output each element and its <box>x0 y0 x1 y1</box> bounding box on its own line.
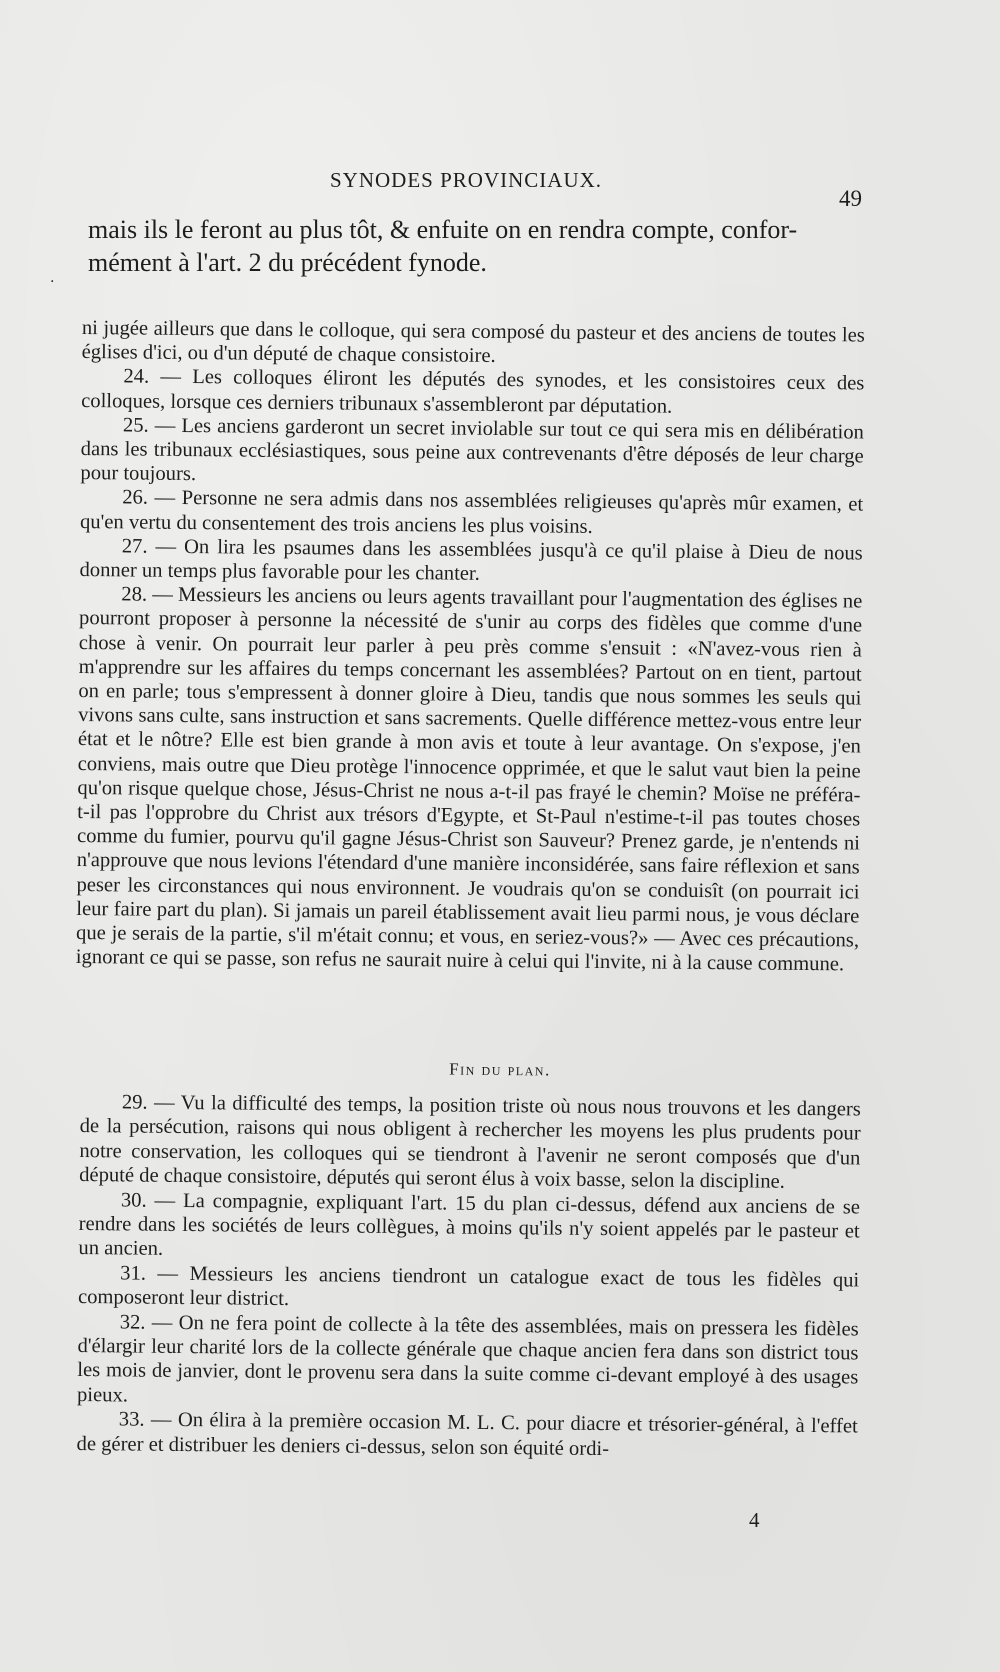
signature-mark: 4 <box>749 1508 760 1532</box>
article-32: 32. — On ne fera point de collecte à la tête des assemblées, mais on pressera les fidèles d'élargir leur charité lors de la collecte générale que chaque ancien fera dans son district tous les mois de janvier, dont le provenu sera dans la suite comme ci-devant employé à des usages pieux. <box>76 1311 859 1407</box>
article-31: 31. — Messieurs les anciens tiendront un catalogue exact de tous les fidèles qui composeront leur district. <box>77 1262 860 1311</box>
article-29: 29. — Vu la difficulté des temps, la position triste où nous nous trouvons et les dangers de la persécution, raisons qui nous obligent à rechercher les moyens les plus prudents pour notre conservation, les colloques qui se tiendront à l'avenir ne seront composés que d'un député de chaque consistoire, députés qui seront élus à voix basse, selon la discipline. <box>79 1091 861 1193</box>
article-28: 28. — Messieurs les anciens ou leurs agents travaillant pour l'augmentation des églises ne pourront proposer à personne la nécessité de s'unir au corps des fidèles que comme d'une chose à venir. On pourrait leur parler à peu près comme s'ensuit : «N'avez-vous rien à m'apprendre sur les affaires du temps concernant les assemblées? Partout on en tient, partout on en parle; tous s'empressent à donner gloire à Dieu, tandis que nous sommes les seuls qui vivons sans culte, sans instruction et sans sacrements. Quelle différence mettez-vous entre leur état et le nôtre? Elle est bien grande à mon avis et toute à leur avantage. On s'expose, j'en conviens, mais outre que Dieu protège l'innocence opprimée, et que le salut vaut bien la peine qu'on risque quelque chose, Jésus-Christ ne nous a-t-il pas frayé le chemin? Moïse ne préféra-t-il pas l'opprobre du Christ aux trésors d'Egypte, et St-Paul n'estime-t-il pas toutes choses comme du fumier, pourvu qu'il gagne Jésus-Christ son Sauveur? Prenez garde, je n'entends ni n'approuve que nous levions l'étendard d'une manière inconsidérée, sans faire réflexion et sans peser les circonstances qui nous environnent. Je voudrais qu'on se conduisît (on pourrait ici leur faire part du plan). Si jamais un pareil établissement avait lieu parmi nous, je vous déclare que je serais de la partie, s'il m'était connu; et vous, en seriez-vous?» — Avec ces précautions, ignorant ce qui se passe, son refus ne saurait nuire à celui qui l'invite, ni à la cause commune. <box>75 583 863 976</box>
paragraph: ni jugée ailleurs que dans le colloque, qui sera composé du pasteur et des anciens de toutes les églises d'ici, ou d'un député de chaque consistoire. <box>81 316 865 368</box>
section-heading: Fin du plan. <box>449 1059 551 1080</box>
fragment-line-2: mément à l'art. 2 du précédent fynode. <box>88 248 487 277</box>
pasted-fragment <box>88 213 868 279</box>
article-33: 33. — On élira à la première occasion M. L. C. pour diacre et trésorier-général, à l'effet de gérer et distribuer les deniers ci-dessus, selon son équité ordi- <box>76 1408 858 1460</box>
fragment-line-1: mais ils le feront au plus tôt, & enfuite on en rendra compte, confor- <box>88 215 798 244</box>
main-text-block <box>76 316 865 977</box>
article-30: 30. — La compagnie, expliquant l'art. 15 du plan ci-dessus, défend aux anciens de se rendre dans les sociétés de leurs collègues, à moins qu'ils n'y soient appelés par le pasteur et un ancien. <box>78 1189 861 1261</box>
margin-mark: . <box>50 270 55 286</box>
article-25: 25. — Les anciens garderont un secret inviolable sur tout ce qui sera mis en délibération dans les tribunaux ecclésiastiques, sous peine aux contrevenants d'être déposés de leur charge pour toujours. <box>80 414 865 486</box>
page-number: 49 <box>839 186 862 211</box>
article-27: 27. — On lira les psaumes dans les assemblées jusqu'à ce qu'il plaise à Dieu de nous donner un temps plus favorable pour les chanter. <box>79 535 863 585</box>
running-head: SYNODES PROVINCIAUX. <box>330 168 603 192</box>
article-26: 26. — Personne ne sera admis dans nos assemblées religieuses qu'après mûr examen, et qu'en vertu du consentement des trois anciens les plus voisins. <box>79 486 864 538</box>
article-24: 24. — Les colloques éliront les députés des synodes, et les consistoires ceux des colloques, lorsque ces derniers tribunaux s'assembleront par députation. <box>81 365 865 418</box>
second-text-block <box>76 1090 860 1464</box>
